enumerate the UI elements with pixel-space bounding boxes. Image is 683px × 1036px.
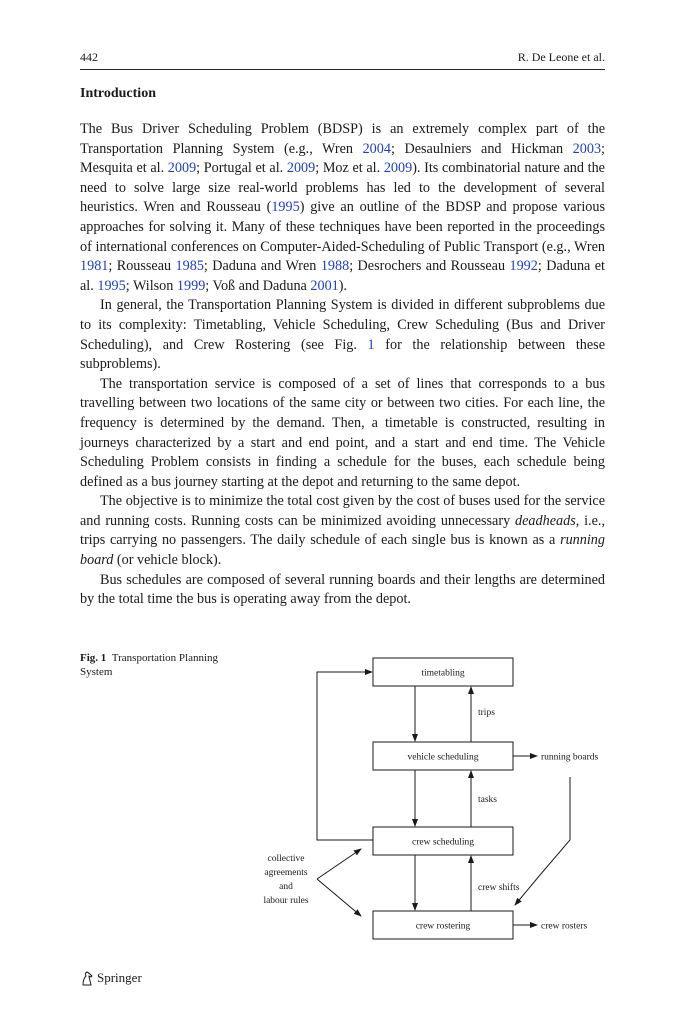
running-authors: R. De Leone et al. <box>517 50 605 64</box>
text-run: In general, the Transportation Planning System is divided in different subproblems due to its complexity: Timetabling, Vehicle Scheduling, Crew Scheduling (Bus and Driver Scheduling), and Crew Rostering (see Fig. <box>80 297 605 353</box>
text-run: The transportation service is composed of a set of lines that corresponds to a bus travelling between two locations of the same city or between two cities. For each line, the frequency is determined by the demand. Then, a timetable is constructed, resulting in journeys characterized by a start and end point, and a start and end time. The Vehicle Scheduling Problem consists in finding a schedule for the buses, each schedule being defined as a bus journey starting at the depot and returning to the same depot. <box>80 375 605 490</box>
italic-term: deadheads <box>515 512 576 529</box>
citation-link[interactable]: 1992 <box>509 258 538 275</box>
citation-link[interactable]: 1995 <box>271 199 300 216</box>
paragraph <box>80 375 605 493</box>
arrow-running-boards-to-rostering <box>515 777 570 905</box>
text-run: ; Desrochers and Rousseau <box>349 258 510 275</box>
arrow-feedback-loop <box>317 672 373 840</box>
citation-link[interactable]: 1999 <box>176 277 206 294</box>
text-run: ). Its combinatorial nature and the need to solve large size real-world problems has led to the development of several heuristics. Wren and Rousseau ( <box>80 160 605 216</box>
label-tasks: tasks <box>478 795 497 805</box>
citation-link[interactable]: 1985 <box>175 258 204 275</box>
figure-caption-text: Transportation Planning System <box>80 652 219 678</box>
page-number: 442 <box>80 50 98 64</box>
springer-horse-icon <box>80 971 94 986</box>
label-collective-1: collective <box>267 854 305 864</box>
text-run: ; Desaulniers and Hickman <box>390 140 573 157</box>
citation-link[interactable]: 2009 <box>167 160 197 177</box>
italic-term: running board <box>80 532 605 569</box>
text-run: ; Wilson <box>125 277 177 294</box>
text-run: for the relationship between these subproblems). <box>80 336 605 373</box>
text-run: , i.e., trips carrying no passengers. The daily schedule of each single bus is known as a <box>80 512 605 549</box>
box-crew-scheduling-label: crew scheduling <box>412 837 474 848</box>
body-text <box>80 120 605 610</box>
text-run: ; Rousseau <box>108 258 176 275</box>
paragraph <box>80 120 605 296</box>
label-collective-3: and <box>279 882 293 892</box>
label-crew-rosters: crew rosters <box>541 921 588 932</box>
text-run: ; Mesquita et al. <box>80 140 605 177</box>
paragraph <box>80 296 605 374</box>
publisher-name: Springer <box>97 970 142 985</box>
transportation-planning-diagram <box>240 650 620 950</box>
text-run: ). <box>338 277 348 294</box>
text-run: ; Daduna and Wren <box>203 258 321 275</box>
text-run: Bus schedules are composed of several running boards and their lengths are determined by the total time the bus is operating away from the depot. <box>80 571 605 608</box>
label-collective-2: agreements <box>264 868 308 878</box>
header-rule <box>80 69 605 70</box>
citation-link[interactable]: 1 <box>367 336 375 353</box>
section-title: Introduction <box>80 86 156 101</box>
text-run: The objective is to minimize the total cost given by the cost of buses used for the service and running costs. Running costs can be minimized avoiding unnecessary <box>80 493 605 529</box>
text-run: The Bus Driver Scheduling Problem (BDSP) is an extremely complex part of the Transportation Planning System (e.g., Wren <box>80 121 605 157</box>
arrow-agreements-to-crew-scheduling <box>317 849 361 879</box>
citation-link[interactable]: 1988 <box>320 258 350 275</box>
box-crew-rostering-label: crew rostering <box>415 921 471 932</box>
citation-link[interactable]: 2001 <box>310 277 339 294</box>
citation-link[interactable]: 2009 <box>286 160 316 177</box>
text-run: ) give an outline of the BDSP and propose various approaches for solving it. Many of these techniques have been reported in the proceedings of international conferences on Computer-Aided-Scheduling of Public Transport (e.g., Wren <box>80 199 605 255</box>
label-running-boards: running boards <box>541 752 599 763</box>
text-run: ; Moz et al. <box>315 160 384 177</box>
label-collective-4: labour rules <box>263 896 309 906</box>
arrow-agreements-to-rostering <box>317 879 361 916</box>
citation-link[interactable]: 2004 <box>362 140 391 157</box>
text-run: (or vehicle block). <box>113 552 222 569</box>
box-vehicle-scheduling-label: vehicle scheduling <box>407 752 479 763</box>
text-run: ; Daduna et al. <box>80 258 605 294</box>
paragraph <box>80 571 605 610</box>
footer <box>80 970 142 986</box>
citation-link[interactable]: 2009 <box>383 160 413 177</box>
label-crew-shifts: crew shifts <box>478 883 520 893</box>
figure-caption <box>80 651 250 679</box>
text-run: ; Voß and Daduna <box>205 277 311 294</box>
box-timetabling-label: timetabling <box>421 668 465 679</box>
citation-link[interactable]: 1995 <box>97 277 126 294</box>
citation-link[interactable]: 1981 <box>80 258 109 275</box>
citation-link[interactable]: 2003 <box>572 140 602 157</box>
paragraph <box>80 492 605 570</box>
label-trips: trips <box>478 708 495 718</box>
text-run: ; Portugal et al. <box>196 160 287 177</box>
figure-label: Fig. 1 <box>80 652 107 664</box>
